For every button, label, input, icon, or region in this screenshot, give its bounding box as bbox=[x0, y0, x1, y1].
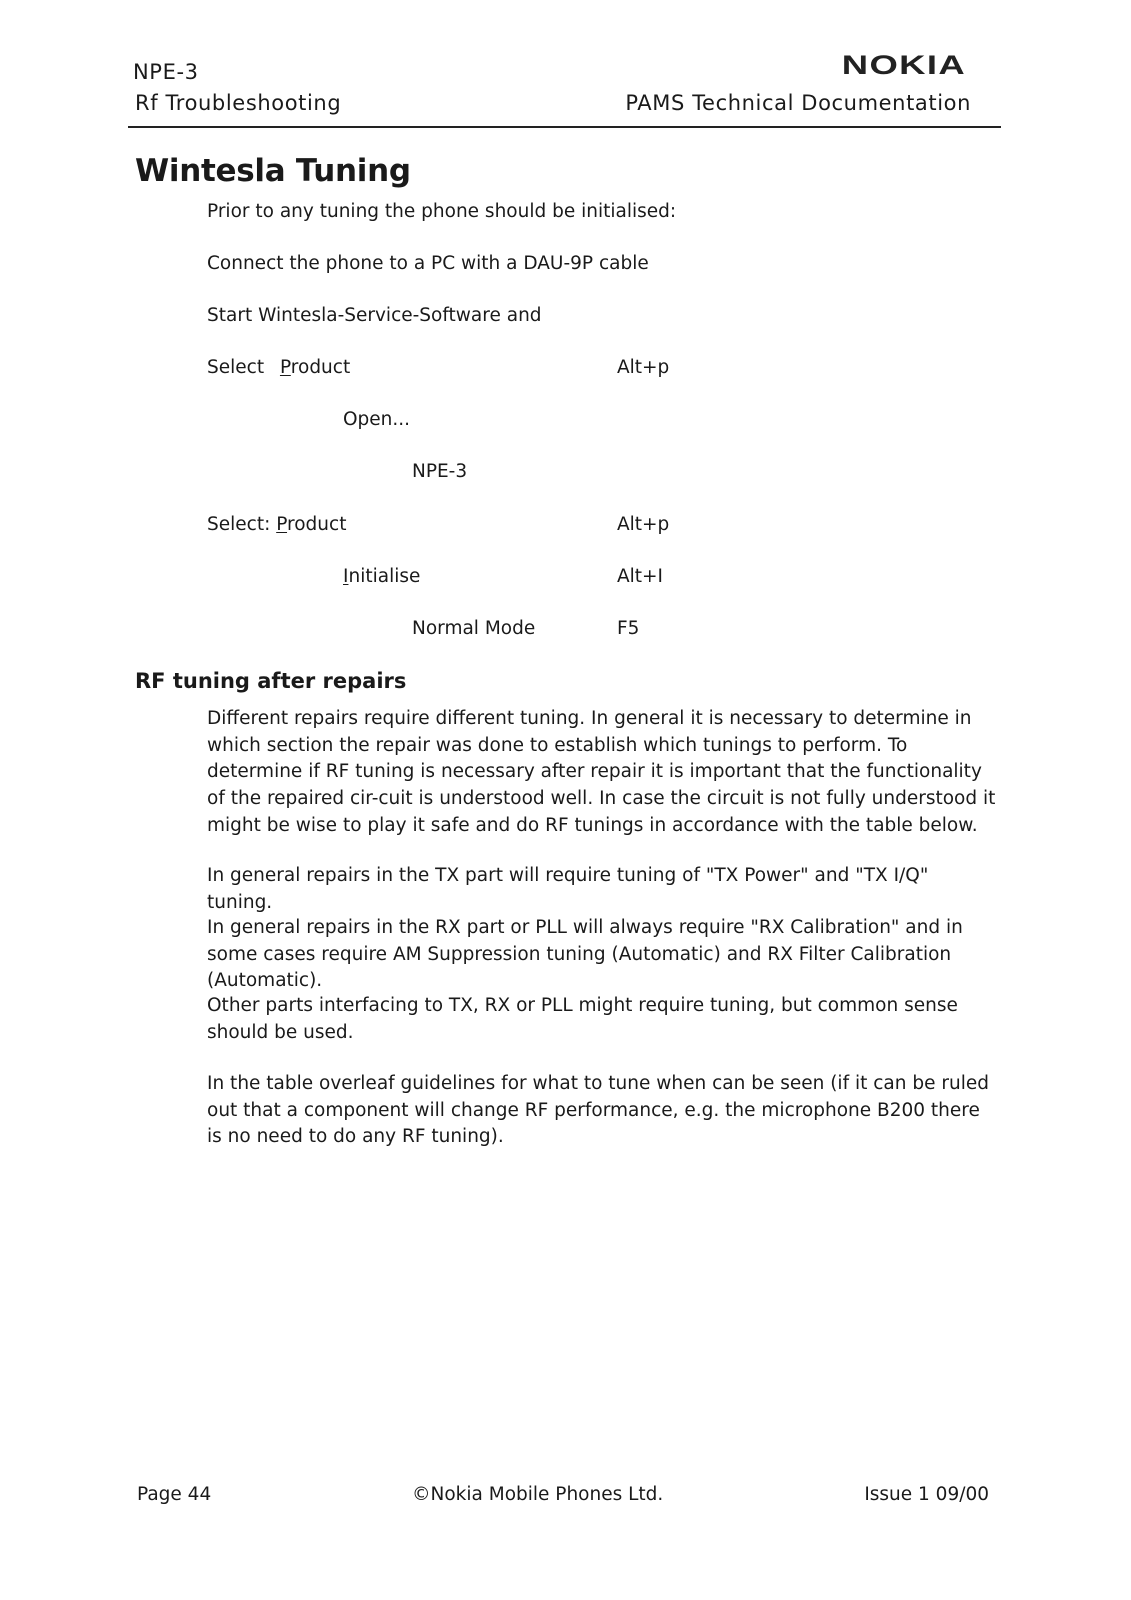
shortcut-key: Alt+I bbox=[617, 566, 664, 587]
issue-info: Issue 1 09/00 bbox=[864, 1484, 989, 1505]
header-section: Rf Troubleshooting bbox=[135, 91, 342, 115]
step-start: Start Wintesla-Service-Software and bbox=[207, 305, 542, 326]
intro-text: Prior to any tuning the phone should be initialised: bbox=[207, 201, 677, 222]
header-model: NPE-3 bbox=[133, 60, 199, 84]
nokia-logo: NOKIA bbox=[841, 50, 966, 80]
step-connect: Connect the phone to a PC with a DAU-9P cable bbox=[207, 253, 649, 274]
menu-select-product: Select Product bbox=[207, 357, 351, 378]
paragraph: In general repairs in the RX part or PLL will always require "RX Calibration" and in some cases require AM Suppression tuning (Automatic) and RX Filter Calibration (Automatic). bbox=[207, 917, 963, 992]
page-number: Page 44 bbox=[137, 1484, 212, 1505]
header-rule bbox=[128, 126, 1001, 128]
page-title: Wintesla Tuning bbox=[135, 153, 411, 189]
shortcut-key: Alt+p bbox=[617, 357, 670, 378]
menu-open: Open... bbox=[343, 409, 411, 430]
header-doc-title: PAMS Technical Documentation bbox=[625, 91, 971, 115]
menu-select-product-2: Select: Product bbox=[207, 514, 347, 535]
paragraph: In general repairs in the TX part will require tuning of "TX Power" and "TX I/Q" tuning. bbox=[207, 865, 929, 913]
menu-normal-mode: Normal Mode bbox=[412, 618, 536, 639]
menu-npe3: NPE-3 bbox=[412, 461, 468, 482]
shortcut-key: F5 bbox=[617, 618, 640, 639]
shortcut-key: Alt+p bbox=[617, 514, 670, 535]
section-heading: RF tuning after repairs bbox=[135, 669, 407, 693]
paragraph: Different repairs require different tuning. In general it is necessary to determine in which section the repair was done to establish which tunings to perform. To determine if RF tuning is necessary after repair it is important that the functionality of the repaired cir-cuit is understood well. In case the circuit is not fully understood it might be wise to play it safe and do RF tunings in accordance with the table below. bbox=[207, 708, 996, 836]
menu-initialise: Initialise bbox=[343, 566, 421, 587]
paragraph: Other parts interfacing to TX, RX or PLL might require tuning, but common sense should be used. bbox=[207, 995, 958, 1043]
copyright: ©Nokia Mobile Phones Ltd. bbox=[412, 1484, 664, 1505]
paragraph: In the table overleaf guidelines for what to tune when can be seen (if it can be ruled out that a component will change RF performance, e.g. the microphone B200 there is no need to do any RF tuning). bbox=[207, 1073, 989, 1148]
